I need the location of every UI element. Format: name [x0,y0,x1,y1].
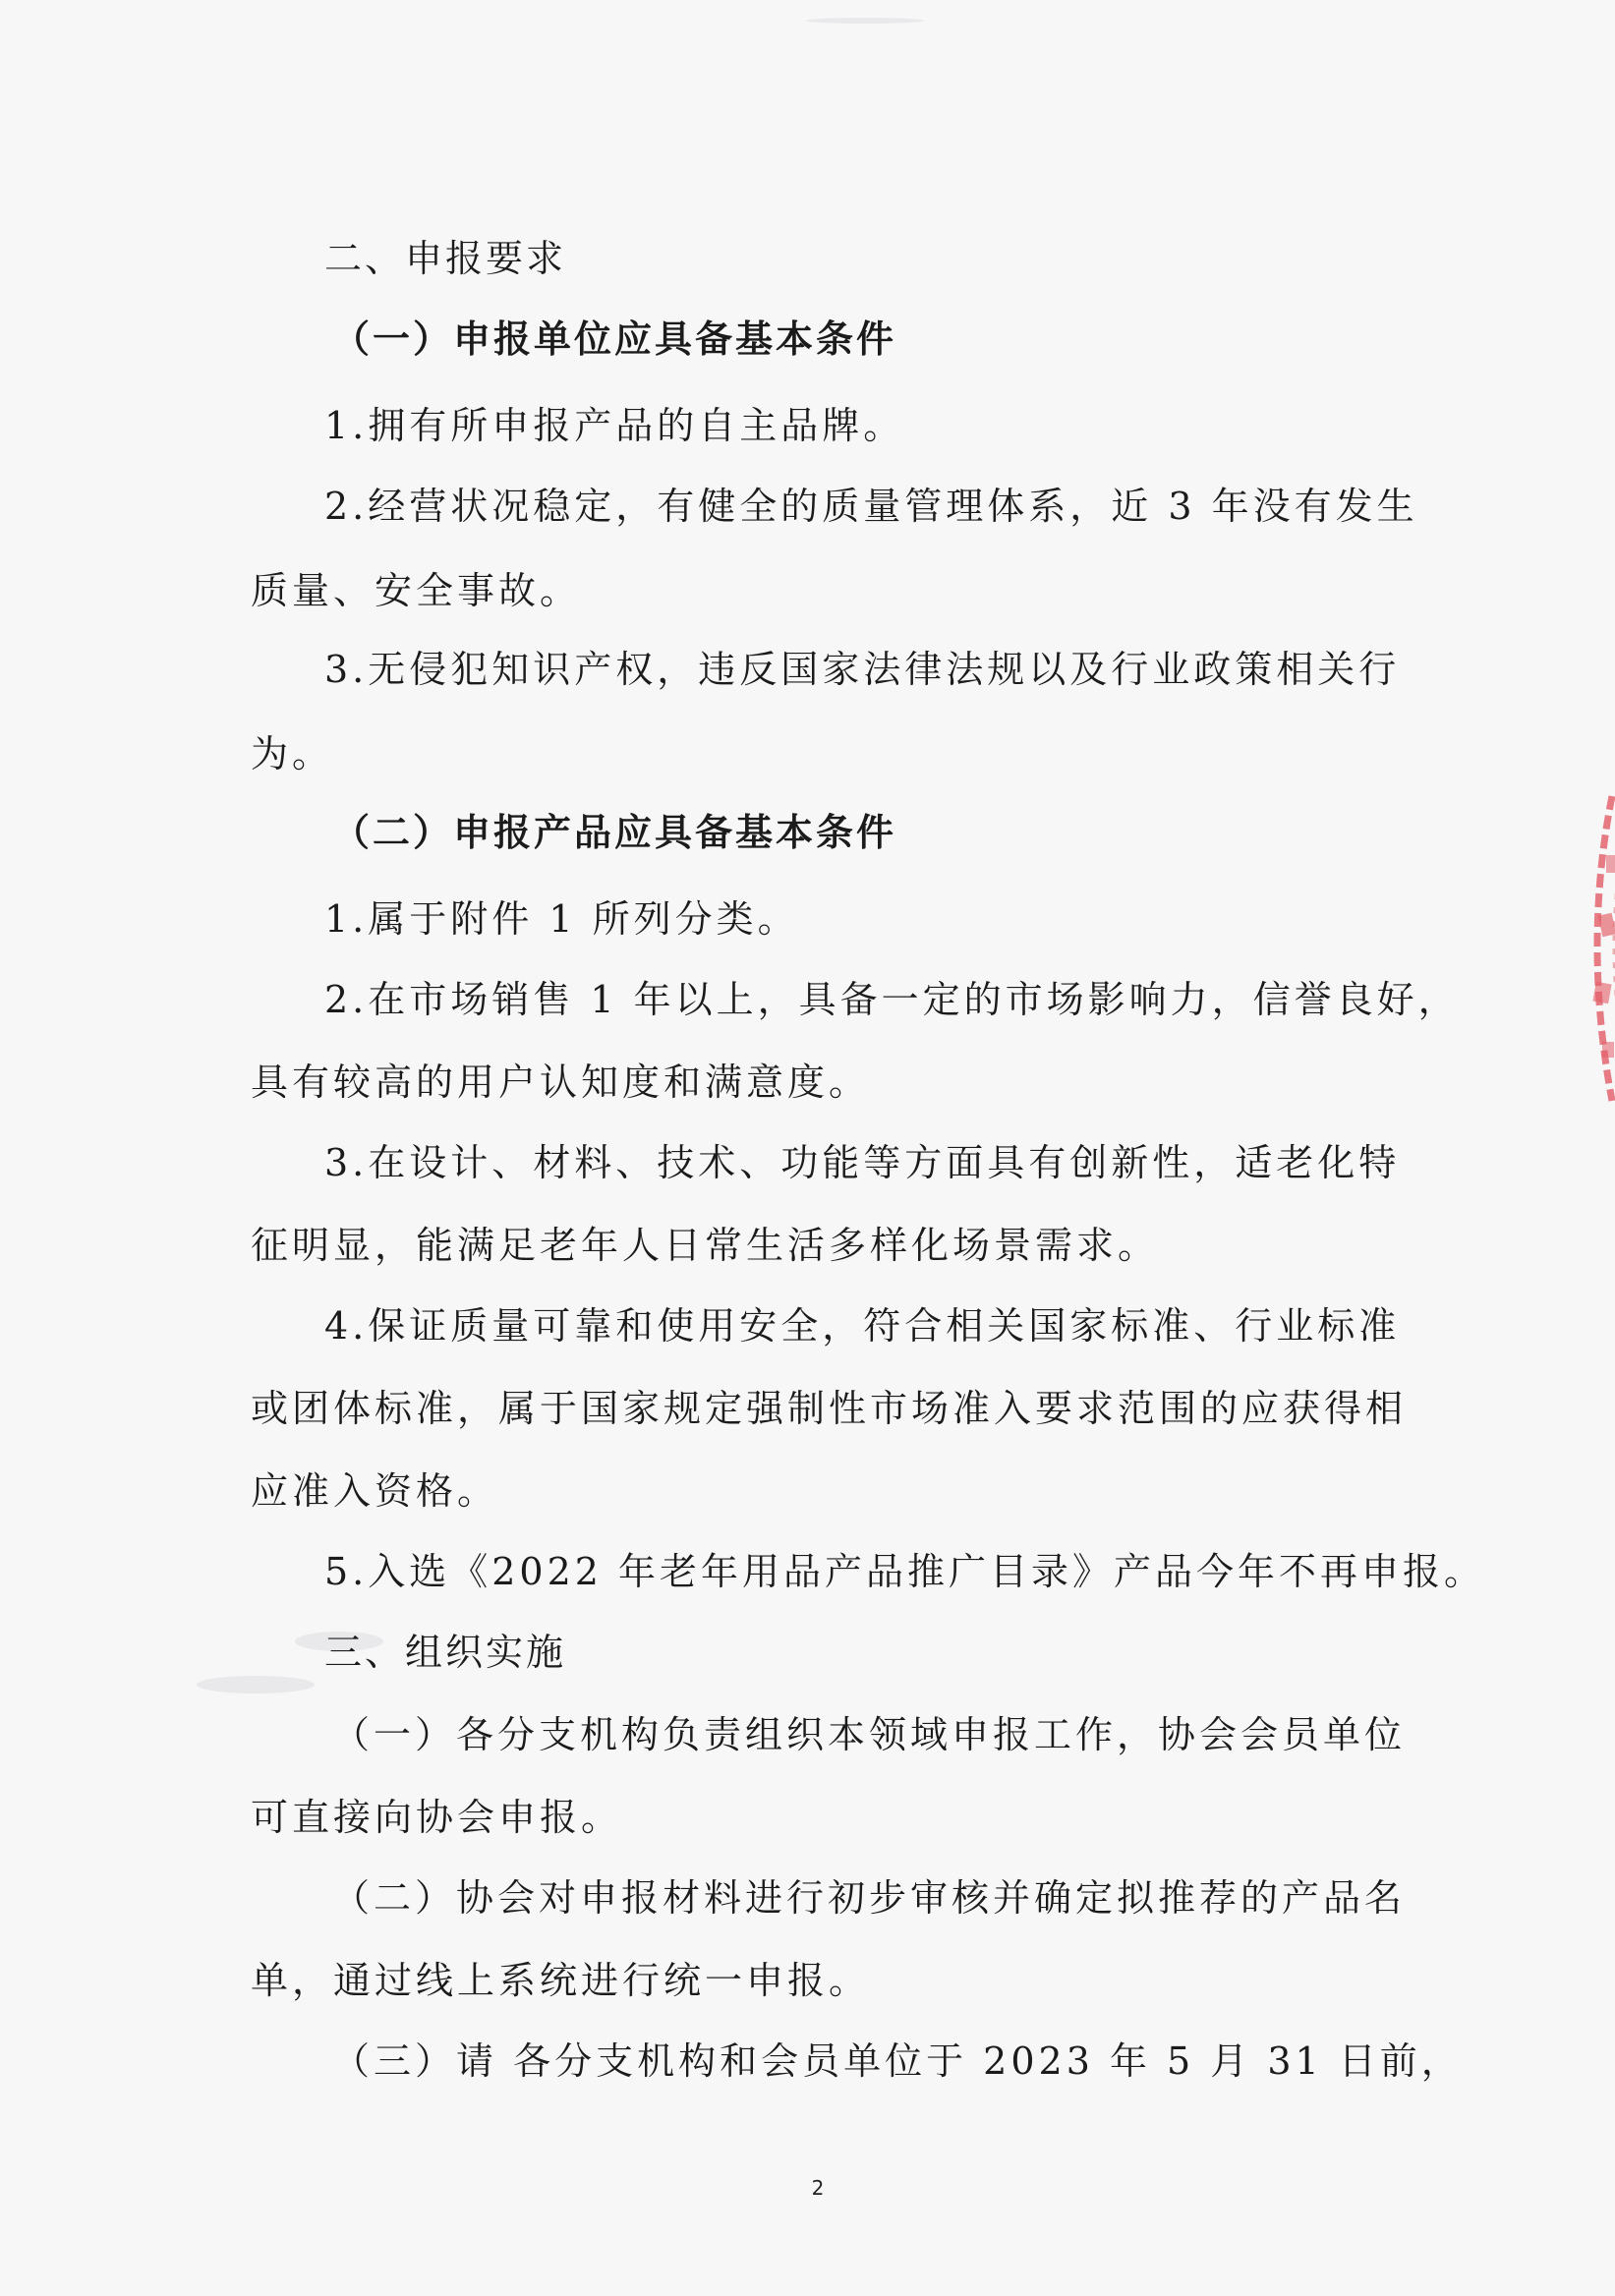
section-3-title: 三、组织实施 [324,1631,567,1674]
paragraph-line: 5.入选《2022 年老年用品产品推广目录》产品今年不再申报。 [324,1550,1486,1593]
paragraph-line: （二）协会对申报材料进行初步审核并确定拟推荐的产品名 [332,1876,1407,1920]
paragraph-line: 3.无侵犯知识产权，违反国家法律法规以及行业政策相关行 [324,648,1401,691]
paragraph-line: （一）各分支机构负责组织本领域申报工作，协会会员单位 [332,1713,1407,1756]
paragraph-line: 可直接向协会申报。 [251,1796,623,1839]
paragraph-line: 1.拥有所申报产品的自主品牌。 [324,404,905,447]
subsection-1-title: （一）申报单位应具备基本条件 [332,317,897,361]
paragraph-line: 1.属于附件 1 所列分类。 [324,897,799,941]
paragraph-line: 为。 [251,732,334,775]
scan-artifact [806,18,924,24]
paragraph-line: 单，通过线上系统进行统一申报。 [251,1959,871,2002]
paragraph-line: 2.经营状况稳定，有健全的质量管理体系，近 3 年没有发生 [324,485,1418,528]
red-seal-stamp-icon [1573,786,1615,1111]
paragraph-line: 征明显，能满足老年人日常生活多样化场景需求。 [251,1224,1160,1267]
paragraph-line: 2.在市场销售 1 年以上，具备一定的市场影响力，信誉良好， [324,978,1460,1021]
paragraph-line: 应准入资格。 [251,1469,499,1513]
scan-artifact [197,1676,315,1693]
paragraph-line: 4.保证质量可靠和使用安全，符合相关国家标准、行业标准 [324,1304,1401,1348]
paragraph-line: 3.在设计、材料、技术、功能等方面具有创新性，适老化特 [324,1141,1401,1184]
subsection-2-title: （二）申报产品应具备基本条件 [332,811,897,854]
section-2-title: 二、申报要求 [324,237,567,280]
page-number: 2 [811,2176,825,2200]
paragraph-line: 具有较高的用户认知度和满意度。 [251,1061,871,1104]
paragraph-line: 质量、安全事故。 [251,569,582,612]
paragraph-line: （三）请 各分支机构和会员单位于 2023 年 5 月 31 日前， [332,2039,1463,2083]
paragraph-line: 或团体标准，属于国家规定强制性市场准入要求范围的应获得相 [251,1387,1408,1430]
